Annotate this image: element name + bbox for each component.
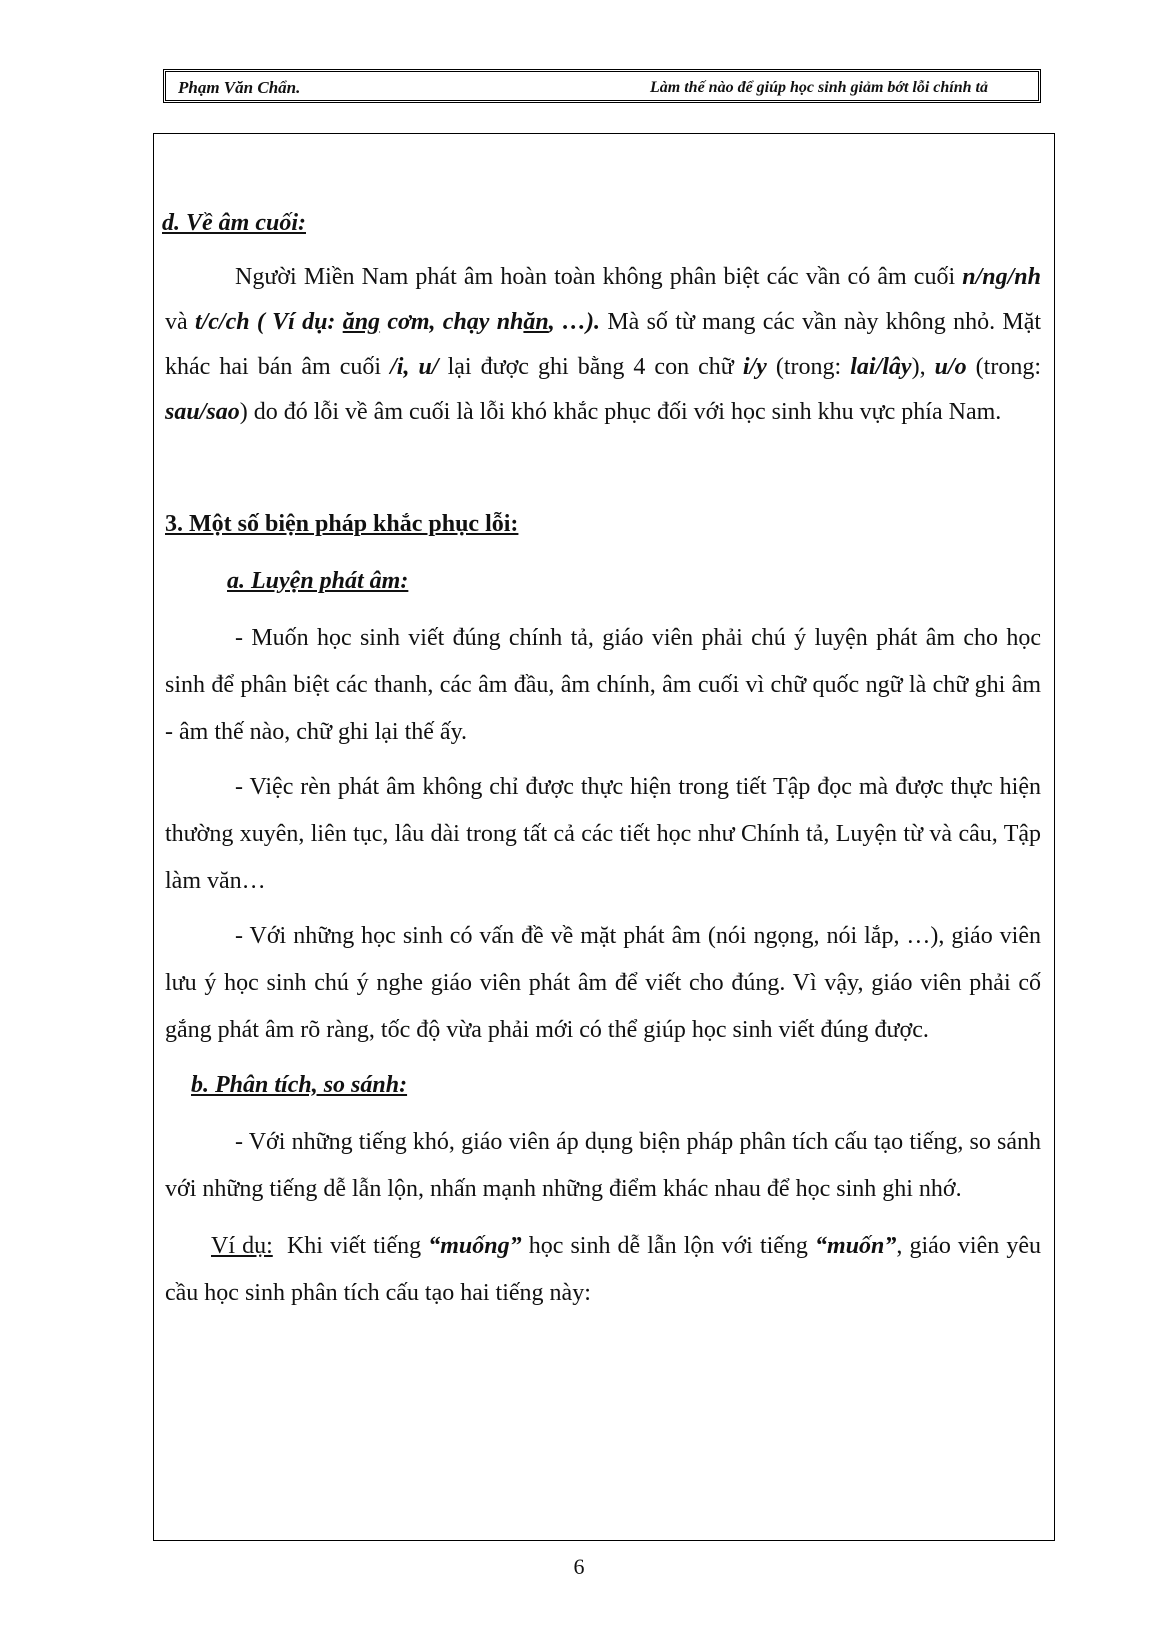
text: ) do đó lỗi về âm cuối là lỗi khó khắc phục đối với học sinh khu vực phía Nam. [239, 399, 1002, 425]
text: /i, u/ [390, 354, 439, 380]
text: học sinh dễ lẫn lộn với tiếng [521, 1233, 816, 1259]
text: cơm, chạy nh [380, 309, 524, 335]
text: Khi viết tiếng [272, 1233, 429, 1259]
text: (trong: [966, 354, 1042, 380]
paragraph-a1: - Muốn học sinh viết đúng chính tả, giáo viên phải chú ý luyện phát âm cho học sinh để phân biệt các thanh, các âm đầu, âm chính, âm cuối vì chữ quốc ngữ là chữ ghi âm - âm thế nào, chữ ghi lại thế ấy. [165, 625, 1041, 745]
text: lai/lây [850, 354, 912, 380]
header-title: Làm thế nào để giúp học sinh giảm bớt lỗi chính tả [650, 79, 988, 96]
text: n/ng/nh [962, 264, 1041, 290]
text: ăn [523, 309, 549, 335]
paragraph-example [165, 1223, 1041, 1317]
text: ăng [342, 309, 381, 335]
text: Mà số từ mang các vần này không nhỏ. Mặt khác hai bán âm cuối [165, 309, 1042, 380]
paragraph-d [165, 255, 1041, 435]
heading-b-text: b. Phân tích, so sánh: [191, 1072, 408, 1098]
text: và [165, 309, 195, 335]
text: , giáo viên yêu cầu học sinh phân tích cấu tạo hai tiếng này: [165, 1233, 1041, 1306]
text: “muốn” [815, 1233, 897, 1259]
text: (trong: [766, 354, 851, 380]
heading-3 [165, 501, 1041, 548]
paragraph-a2: - Việc rèn phát âm không chỉ được thực hiện trong tiết Tập đọc mà được thực hiện thường xuyên, liên tục, lâu dài trong tất cả các tiết học như Chính tả, Luyện từ và câu, Tập làm văn… [165, 774, 1041, 894]
text: i/y [742, 354, 767, 380]
heading-a-text: a. Luyện phát âm: [227, 568, 409, 594]
text: ), [911, 354, 935, 380]
page-header [163, 69, 1041, 103]
text: lại được ghi bằng 4 con chữ [438, 354, 743, 380]
document-body [162, 200, 1042, 1317]
text: “muống” [428, 1233, 522, 1259]
text: sau/sao [165, 399, 240, 425]
heading-b [191, 1062, 1041, 1109]
text: u/o [934, 354, 967, 380]
text: , …). [548, 309, 601, 335]
paragraph-b1: - Với những tiếng khó, giáo viên áp dụng biện pháp phân tích cấu tạo tiếng, so sánh với những tiếng dễ lẫn lộn, nhấn mạnh những điểm khác nhau để học sinh ghi nhớ. [165, 1129, 1041, 1202]
heading-d [162, 200, 1041, 247]
paragraph-a3: - Với những học sinh có vấn đề về mặt phát âm (nói ngọng, nói lắp, …), giáo viên lưu ý học sinh chú ý nghe giáo viên phát âm để viết cho đúng. Vì vậy, giáo viên phải cố gắng phát âm rõ ràng, tốc độ vừa phải mới có thể giúp học sinh viết đúng được. [165, 923, 1041, 1043]
example-label: Ví dụ: [211, 1233, 273, 1259]
heading-d-text: d. Về âm cuối: [162, 210, 306, 236]
heading-3-text: 3. Một số biện pháp khắc phục lỗi: [165, 511, 519, 537]
page-number: 6 [573, 1554, 585, 1579]
text: t/c/ch ( Ví dụ: [194, 309, 343, 335]
text: Người Miền Nam phát âm hoàn toàn không phân biệt các vần có âm cuối [235, 264, 963, 290]
header-author: Phạm Văn Chẩn. [178, 78, 301, 97]
heading-a [227, 558, 1041, 605]
